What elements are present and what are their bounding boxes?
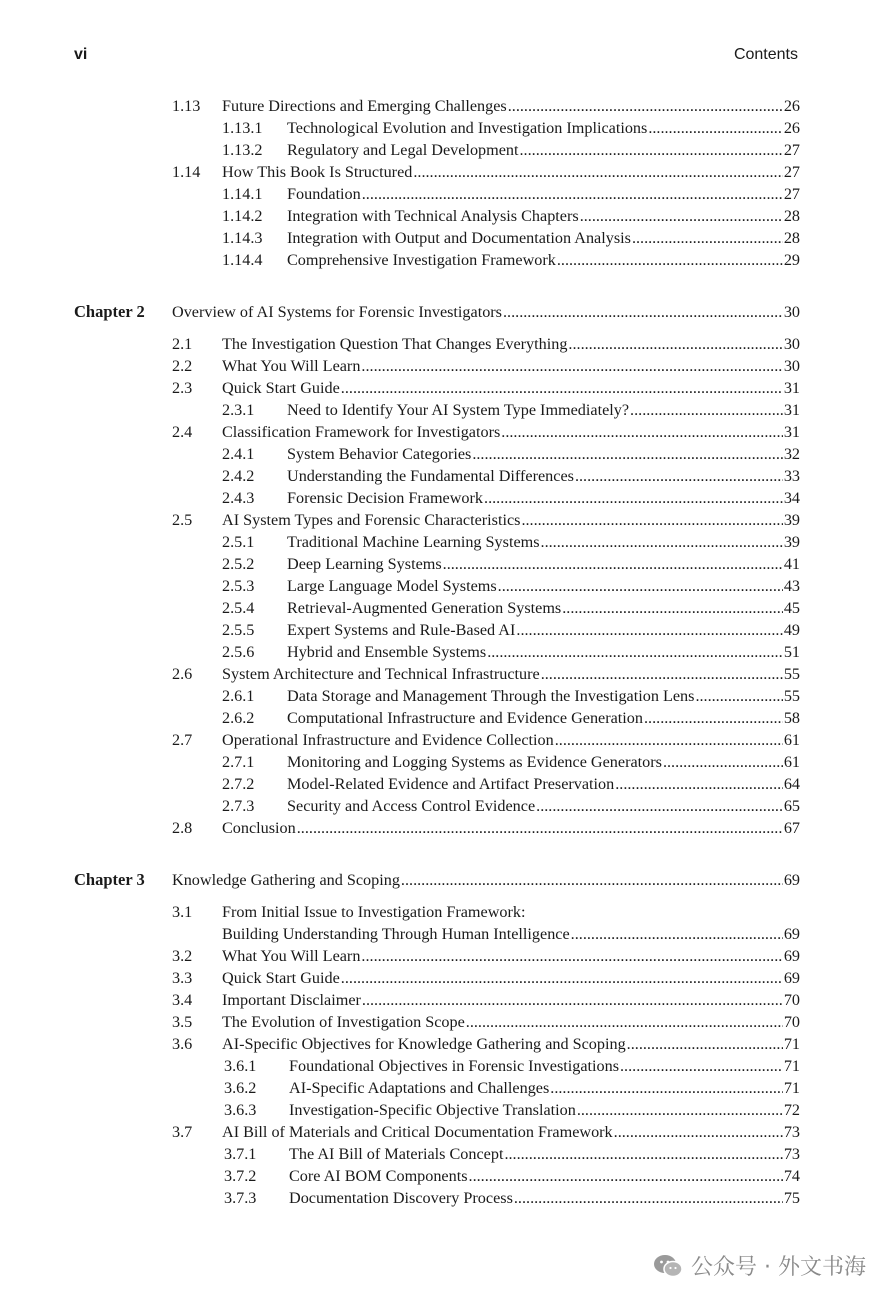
toc-entry-title: The AI Bill of Materials Concept	[289, 1145, 504, 1163]
toc-entry-body	[287, 139, 800, 161]
toc-entry-title: What You Will Learn	[222, 357, 361, 375]
toc-entry-body	[287, 443, 800, 465]
toc-entry-title: Understanding the Fundamental Differences	[287, 467, 574, 485]
toc-entry-body	[172, 868, 800, 892]
toc-entry-page: 30	[783, 357, 800, 375]
toc-entry[interactable]	[0, 1077, 896, 1099]
toc-entry-number: 2.4.2	[222, 467, 255, 485]
toc-entry[interactable]	[0, 1033, 896, 1055]
toc-entry-title: Important Disclaimer	[222, 991, 361, 1009]
toc-entry-page: 72	[783, 1101, 800, 1119]
running-title: Contents	[733, 46, 798, 63]
toc-entry-number: 3.6	[172, 1035, 193, 1053]
toc-entry-title: Monitoring and Logging Systems as Evidence Generators	[287, 753, 662, 771]
toc-entry-body	[222, 1121, 800, 1143]
toc-entry-page: 30	[783, 335, 800, 353]
toc-entry-title: The Investigation Question That Changes Everything	[222, 335, 568, 353]
toc-entry[interactable]	[0, 685, 896, 707]
toc-entry-body	[289, 1077, 800, 1099]
toc-entry-body	[222, 817, 800, 839]
toc-entry-body	[289, 1165, 800, 1187]
toc-entry-body	[287, 773, 800, 795]
toc-entry-page: 41	[783, 555, 800, 573]
dot-leader	[361, 355, 782, 377]
toc-entry-title: Overview of AI Systems for Forensic Investigators	[172, 303, 502, 321]
toc-entry-body	[287, 795, 800, 817]
dot-leader	[501, 421, 783, 443]
toc-entry[interactable]	[0, 967, 896, 989]
dot-leader	[362, 989, 783, 1011]
toc-entry-number: 1.13.1	[222, 119, 263, 137]
toc-entry[interactable]	[0, 1121, 896, 1143]
toc-entry[interactable]	[0, 989, 896, 1011]
toc-entry[interactable]	[0, 817, 896, 839]
toc-entry-body	[289, 1187, 800, 1209]
dot-leader	[577, 1099, 783, 1121]
dot-leader	[536, 795, 783, 817]
toc-entry-number: 1.14.3	[222, 229, 263, 247]
toc-entry-body	[222, 663, 800, 685]
toc-entry-title: How This Book Is Structured	[222, 163, 413, 181]
dot-leader	[484, 487, 783, 509]
wechat-icon	[653, 1253, 683, 1279]
toc-entry-body	[222, 923, 800, 945]
toc-entry-title: Comprehensive Investigation Framework	[287, 251, 556, 269]
toc-entry-number: 2.6.1	[222, 687, 255, 705]
toc-entry-page: 31	[783, 423, 800, 441]
toc-entry-body	[222, 421, 800, 443]
toc-entry-title: Foundation	[287, 185, 361, 203]
toc-entry-page: 69	[783, 925, 800, 943]
toc-entry-number: 2.8	[172, 819, 193, 837]
toc-entry-number: 3.7.1	[224, 1145, 257, 1163]
toc-entry-body	[287, 487, 800, 509]
toc-entry-page: 71	[783, 1079, 800, 1097]
toc-entry-page: 75	[783, 1189, 800, 1207]
toc-entry-number: 3.7.3	[224, 1189, 257, 1207]
dot-leader	[341, 967, 783, 989]
toc-entry[interactable]	[0, 1165, 896, 1187]
toc-entry-title: Quick Start Guide	[222, 969, 340, 987]
toc-entry[interactable]	[0, 641, 896, 663]
dot-leader	[562, 597, 783, 619]
toc-entry-page: 73	[783, 1123, 800, 1141]
toc-entry-title: Knowledge Gathering and Scoping	[172, 871, 400, 889]
toc-entry-number: 2.2	[172, 357, 193, 375]
toc-entry-title: AI-Specific Objectives for Knowledge Gathering and Scoping	[222, 1035, 626, 1053]
toc-entry[interactable]	[0, 945, 896, 967]
toc-entry[interactable]	[0, 421, 896, 443]
toc-entry[interactable]	[0, 707, 896, 729]
toc-entry-number: 2.7	[172, 731, 193, 749]
toc-entry-title: Regulatory and Legal Development	[287, 141, 519, 159]
toc-entry-number: 2.7.3	[222, 797, 255, 815]
toc-entry-page: 69	[783, 969, 800, 987]
toc-entry-title: Expert Systems and Rule-Based AI	[287, 621, 516, 639]
toc-entry-page: 70	[783, 1013, 800, 1031]
toc-entry-page: 73	[783, 1145, 800, 1163]
toc-entry-number: 1.14.2	[222, 207, 263, 225]
toc-entry[interactable]	[0, 487, 896, 509]
toc-entry-number: 3.1	[172, 903, 193, 921]
toc-entry-number: 3.2	[172, 947, 193, 965]
toc-entry-number: 3.4	[172, 991, 193, 1009]
toc-entry-page: 43	[783, 577, 800, 595]
dot-leader	[571, 923, 783, 945]
toc-entry-page: 28	[783, 207, 800, 225]
page-header	[74, 46, 798, 68]
toc-entry-title: Data Storage and Management Through the Investigation Lens	[287, 687, 695, 705]
toc-entry-body	[222, 901, 800, 923]
toc-entry-body	[287, 117, 800, 139]
toc-entry-title: The Evolution of Investigation Scope	[222, 1013, 465, 1031]
toc-entry-body	[222, 729, 800, 751]
toc-entry[interactable]	[0, 795, 896, 817]
toc-entry-number: 2.5.4	[222, 599, 255, 617]
toc-entry[interactable]	[0, 249, 896, 271]
toc-entry-page: 28	[783, 229, 800, 247]
toc-entry-title: From Initial Issue to Investigation Framework:	[222, 903, 526, 921]
toc-entry-page: 27	[783, 141, 800, 159]
toc-entry-number: 2.5.3	[222, 577, 255, 595]
toc-entry-number: 2.5.1	[222, 533, 255, 551]
toc-entry-body	[222, 95, 800, 117]
toc-entry-page: 64	[783, 775, 800, 793]
toc-entry-number: Chapter 2	[74, 302, 145, 321]
toc-entry-number: 2.6	[172, 665, 193, 683]
toc-entry-page: 32	[783, 445, 800, 463]
dot-leader	[443, 553, 783, 575]
toc-entry-body	[222, 945, 800, 967]
toc-entry-page: 39	[783, 511, 800, 529]
toc-spacer	[0, 271, 896, 300]
toc-entry-number: 2.1	[172, 335, 193, 353]
toc-entry-number: 1.14.4	[222, 251, 263, 269]
toc-entry-title: Forensic Decision Framework	[287, 489, 484, 507]
toc-entry-number: 1.14.1	[222, 185, 263, 203]
dot-leader	[575, 465, 783, 487]
dot-leader	[516, 619, 782, 641]
toc-entry-title: Operational Infrastructure and Evidence Collection	[222, 731, 554, 749]
toc-entry-body	[222, 509, 800, 531]
toc-entry[interactable]	[0, 161, 896, 183]
toc-entry-title: Classification Framework for Investigators	[222, 423, 501, 441]
toc-entry-page: 49	[783, 621, 800, 639]
toc-entry-number: 2.6.2	[222, 709, 255, 727]
toc-entry-number: 2.3	[172, 379, 193, 397]
dot-leader	[648, 117, 783, 139]
dot-leader	[514, 1187, 783, 1209]
toc-entry-body	[222, 1033, 800, 1055]
toc-entry-number: 2.4	[172, 423, 193, 441]
toc-entry-page: 61	[783, 753, 800, 771]
toc-entry-title: Large Language Model Systems	[287, 577, 497, 595]
toc-entry-title: Integration with Output and Documentation Analysis	[287, 229, 631, 247]
toc-entry[interactable]	[0, 139, 896, 161]
toc-entry-body	[287, 553, 800, 575]
toc-entry-number: 2.5.6	[222, 643, 255, 661]
toc-entry-body	[287, 751, 800, 773]
toc-entry-title: Need to Identify Your AI System Type Immediately?	[287, 401, 630, 419]
toc-entry-title: Core AI BOM Components	[289, 1167, 468, 1185]
dot-leader	[520, 139, 783, 161]
dot-leader	[541, 531, 783, 553]
dot-leader	[620, 1055, 783, 1077]
toc-entry-title: Conclusion	[222, 819, 296, 837]
toc-entry-page: 71	[783, 1057, 800, 1075]
toc-entry[interactable]	[0, 1187, 896, 1209]
toc-entry-page: 31	[783, 401, 800, 419]
dot-leader	[627, 1033, 783, 1055]
toc-entry-page: 69	[783, 947, 800, 965]
toc-entry-body	[287, 399, 800, 421]
toc-entry-number: 2.7.1	[222, 753, 255, 771]
toc-entry-title: Integration with Technical Analysis Chapters	[287, 207, 579, 225]
toc-chapter-entry[interactable]	[0, 300, 896, 324]
toc-entry[interactable]	[0, 575, 896, 597]
dot-leader	[341, 377, 783, 399]
toc-spacer	[0, 839, 896, 868]
toc-entry[interactable]	[0, 901, 896, 923]
toc-entry-title: System Architecture and Technical Infrastructure	[222, 665, 540, 683]
toc-entry-page: 51	[783, 643, 800, 661]
toc-entry-body	[287, 597, 800, 619]
toc-entry[interactable]	[0, 531, 896, 553]
toc-entry-number: Chapter 3	[74, 870, 145, 889]
toc-entry-body	[287, 227, 800, 249]
toc-entry-title: Foundational Objectives in Forensic Investigations	[289, 1057, 619, 1075]
toc-entry-page: 29	[783, 251, 800, 269]
toc-entry[interactable]	[0, 597, 896, 619]
toc-entry-body	[289, 1055, 800, 1077]
toc-entry-page: 61	[783, 731, 800, 749]
toc-entry[interactable]	[0, 553, 896, 575]
toc-entry-page: 33	[783, 467, 800, 485]
toc-entry-body	[287, 531, 800, 553]
toc-entry[interactable]	[0, 923, 896, 945]
toc-entry-body	[287, 575, 800, 597]
toc-entry-number: 2.5.2	[222, 555, 255, 573]
dot-leader	[695, 685, 782, 707]
toc-entry-number: 1.13.2	[222, 141, 263, 159]
dot-leader	[555, 729, 783, 751]
toc-entry-page: 65	[783, 797, 800, 815]
toc-entry[interactable]	[0, 663, 896, 685]
toc-entry[interactable]	[0, 333, 896, 355]
toc-entry-title: Deep Learning Systems	[287, 555, 442, 573]
toc-entry-title: Retrieval-Augmented Generation Systems	[287, 599, 562, 617]
toc-entry-page: 55	[783, 665, 800, 683]
toc-chapter-entry[interactable]	[0, 868, 896, 892]
toc-entry-number: 3.6.2	[224, 1079, 257, 1097]
toc-entry-title: Security and Access Control Evidence	[287, 797, 536, 815]
dot-leader	[362, 183, 783, 205]
toc-entry[interactable]	[0, 1143, 896, 1165]
toc-entry-page: 58	[783, 709, 800, 727]
toc-entry-number: 3.7	[172, 1123, 193, 1141]
dot-leader	[401, 868, 783, 892]
toc-spacer	[0, 892, 896, 901]
toc-entry-body	[172, 300, 800, 324]
toc-entry[interactable]	[0, 377, 896, 399]
toc-entry-number: 2.5	[172, 511, 193, 529]
toc-entry-title: Documentation Discovery Process	[289, 1189, 513, 1207]
toc-entry-body	[222, 377, 800, 399]
toc-entry[interactable]	[0, 183, 896, 205]
toc-entry-number: 3.6.3	[224, 1101, 257, 1119]
toc-entry-title: AI Bill of Materials and Critical Documentation Framework	[222, 1123, 613, 1141]
toc-entry[interactable]	[0, 465, 896, 487]
toc-entry-body	[287, 205, 800, 227]
toc-spacer	[0, 324, 896, 333]
toc-entry-title: What You Will Learn	[222, 947, 361, 965]
dot-leader	[614, 1121, 783, 1143]
table-of-contents	[0, 95, 896, 1209]
page-number: vi	[74, 46, 88, 63]
dot-leader	[521, 509, 782, 531]
toc-entry-number: 2.4.1	[222, 445, 255, 463]
dot-leader	[469, 1165, 783, 1187]
watermark	[653, 1250, 866, 1281]
toc-entry-page: 71	[783, 1035, 800, 1053]
toc-entry-page: 67	[783, 819, 800, 837]
toc-entry-title: Hybrid and Ensemble Systems	[287, 643, 487, 661]
dot-leader	[568, 333, 782, 355]
toc-entry-body	[222, 161, 800, 183]
toc-entry[interactable]	[0, 1099, 896, 1121]
toc-entry-page: 70	[783, 991, 800, 1009]
dot-leader	[466, 1011, 783, 1033]
toc-entry-number: 2.7.2	[222, 775, 255, 793]
toc-entry-body	[222, 967, 800, 989]
toc-entry[interactable]	[0, 509, 896, 531]
toc-entry-number: 3.7.2	[224, 1167, 257, 1185]
toc-entry[interactable]	[0, 205, 896, 227]
toc-entry-body	[222, 989, 800, 1011]
dot-leader	[541, 663, 783, 685]
toc-entry-title: Building Understanding Through Human Intelligence	[222, 925, 570, 943]
toc-entry[interactable]	[0, 773, 896, 795]
toc-entry[interactable]	[0, 355, 896, 377]
dot-leader	[498, 575, 783, 597]
toc-entry-body	[287, 249, 800, 271]
toc-entry[interactable]	[0, 227, 896, 249]
dot-leader	[503, 300, 783, 324]
dot-leader	[644, 707, 783, 729]
toc-entry-page: 39	[783, 533, 800, 551]
toc-entry-title: Traditional Machine Learning Systems	[287, 533, 540, 551]
dot-leader	[297, 817, 783, 839]
toc-entry-body	[287, 465, 800, 487]
toc-entry[interactable]	[0, 751, 896, 773]
toc-entry[interactable]	[0, 443, 896, 465]
toc-entry[interactable]	[0, 95, 896, 117]
toc-entry-title: Future Directions and Emerging Challenges	[222, 97, 507, 115]
toc-entry-number: 1.13	[172, 97, 201, 115]
toc-entry-number: 2.5.5	[222, 621, 255, 639]
toc-entry-page: 69	[783, 871, 800, 889]
toc-entry-body	[289, 1143, 800, 1165]
toc-entry-number: 3.3	[172, 969, 193, 987]
toc-entry-body	[287, 619, 800, 641]
toc-entry-title: Quick Start Guide	[222, 379, 340, 397]
dot-leader	[508, 95, 783, 117]
toc-entry-body	[287, 183, 800, 205]
toc-entry[interactable]	[0, 1011, 896, 1033]
toc-entry-title: Model-Related Evidence and Artifact Preservation	[287, 775, 615, 793]
dot-leader	[632, 227, 783, 249]
toc-entry-title: System Behavior Categories	[287, 445, 472, 463]
dot-leader	[615, 773, 783, 795]
toc-entry-body	[287, 641, 800, 663]
dot-leader	[550, 1077, 783, 1099]
dot-leader	[413, 161, 782, 183]
dot-leader	[630, 399, 783, 421]
toc-entry-title: Technological Evolution and Investigation Implications	[287, 119, 648, 137]
toc-entry[interactable]	[0, 619, 896, 641]
dot-leader	[580, 205, 783, 227]
toc-entry-page: 34	[783, 489, 800, 507]
toc-entry-title: AI-Specific Adaptations and Challenges	[289, 1079, 550, 1097]
dot-leader	[361, 945, 782, 967]
dot-leader	[663, 751, 783, 773]
toc-entry-page: 55	[783, 687, 800, 705]
toc-entry-title: Computational Infrastructure and Evidence Generation	[287, 709, 643, 727]
toc-entry-page: 27	[783, 163, 800, 181]
watermark-text: 公众号 · 外文书海	[691, 1255, 866, 1280]
toc-entry-page: 26	[783, 119, 800, 137]
toc-entry-page: 31	[783, 379, 800, 397]
toc-entry-number: 3.5	[172, 1013, 193, 1031]
toc-entry-page: 27	[783, 185, 800, 203]
toc-entry-number: 2.3.1	[222, 401, 255, 419]
dot-leader	[487, 641, 783, 663]
toc-entry-title: Investigation-Specific Objective Translation	[289, 1101, 576, 1119]
toc-entry-page: 45	[783, 599, 800, 617]
toc-entry-body	[222, 1011, 800, 1033]
toc-entry-page: 74	[783, 1167, 800, 1185]
toc-entry-body	[222, 333, 800, 355]
toc-entry[interactable]	[0, 1055, 896, 1077]
dot-leader	[472, 443, 782, 465]
toc-entry[interactable]	[0, 117, 896, 139]
toc-entry-number: 3.6.1	[224, 1057, 257, 1075]
toc-entry-body	[289, 1099, 800, 1121]
toc-entry[interactable]	[0, 729, 896, 751]
toc-entry-page: 30	[783, 303, 800, 321]
toc-entry[interactable]	[0, 399, 896, 421]
dot-leader	[504, 1143, 782, 1165]
toc-entry-number: 1.14	[172, 163, 201, 181]
toc-entry-body	[287, 707, 800, 729]
dot-leader	[557, 249, 783, 271]
toc-entry-page: 26	[783, 97, 800, 115]
toc-entry-body	[222, 355, 800, 377]
toc-entry-title: AI System Types and Forensic Characteristics	[222, 511, 521, 529]
toc-entry-body	[287, 685, 800, 707]
toc-entry-number: 2.4.3	[222, 489, 255, 507]
